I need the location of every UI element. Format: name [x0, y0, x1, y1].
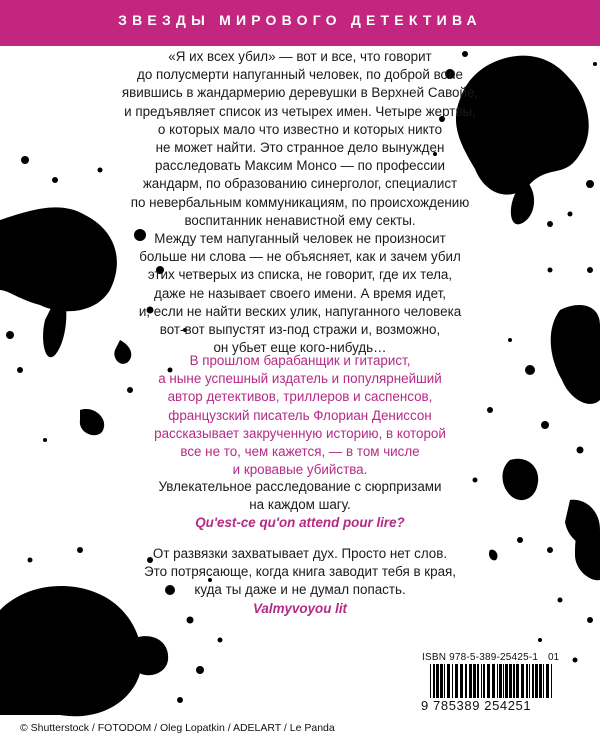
author-bio-line: и кровавые убийства. — [232, 462, 368, 478]
annotation-line: расследовать Максим Монсо — по профессии — [155, 158, 445, 174]
barcode-addon-code: 01 — [548, 652, 560, 663]
barcode-bar — [535, 664, 538, 698]
barcode-bar — [516, 664, 519, 698]
author-bio-line: рассказывает закрученную историю, в которой — [154, 425, 446, 441]
barcode-bar — [433, 664, 435, 698]
review-1 — [120, 478, 480, 533]
barcode-bar — [436, 664, 439, 698]
barcode-bar — [465, 664, 467, 698]
barcode-bar — [532, 664, 534, 698]
annotation-line: воспитанник ненавистной ему секты. — [184, 212, 416, 228]
review-line: Это потрясающе, когда книга заводит тебя в края, — [143, 564, 457, 580]
barcode-digits: 9 785389 254251 — [421, 698, 532, 713]
barcode-bar — [497, 664, 498, 698]
barcode-bar — [487, 664, 490, 698]
annotation-line: больше ни слова — не объясняет, как и зачем убил — [139, 249, 461, 265]
barcode-bar — [546, 664, 549, 698]
review-line: От развязки захватывает дух. Просто нет слов. — [152, 546, 448, 561]
annotation-line: и предъявляет список из четырех имен. Четыре жертвы, — [124, 103, 476, 119]
barcode-bar — [481, 664, 482, 698]
annotation-line: вот-вот выпустят из-под стражи и, возможно, — [159, 322, 441, 338]
barcode-bar — [543, 664, 544, 698]
annotation-line: даже не называет своего имени. А время идет, — [154, 285, 446, 301]
barcode-bar — [447, 664, 450, 698]
annotation — [120, 48, 480, 357]
annotation-line: Между тем напуганный человек не произносит — [154, 231, 446, 247]
barcode-bar — [509, 664, 512, 698]
review-source: Qu'est-ce qu'on attend pour lire? — [195, 515, 405, 531]
barcode-bar — [492, 664, 495, 698]
barcode-bar — [440, 664, 443, 698]
review-line: на каждом шагу. — [249, 497, 351, 513]
author-bio-line: а ныне успешный издатель и популярнейший — [158, 371, 442, 387]
barcode-bar — [526, 664, 528, 698]
author-bio — [120, 352, 480, 479]
annotation-line: о которых мало что известно и которых никто — [157, 121, 443, 137]
barcode-bar — [529, 664, 530, 698]
barcode-bar — [503, 664, 504, 698]
review-source: Valmyvoyou lit — [252, 600, 347, 616]
annotation-line: он убьет еще кого-нибудь… — [213, 340, 387, 356]
series-title: ЗВЕЗДЫ МИРОВОГО ДЕТЕКТИВА — [118, 12, 482, 28]
barcode-bar — [513, 664, 515, 698]
annotation-line: явившись в жандармерию деревушки в Верхней Савойе, — [121, 85, 479, 101]
barcode-bar — [444, 664, 445, 698]
barcode-bar — [505, 664, 508, 698]
barcode-bar — [483, 664, 485, 698]
photo-credits: © Shutterstock / FOTODOM / Oleg Lopatkin / ADELART / Le Panda — [20, 722, 335, 734]
barcode-bar — [539, 664, 542, 698]
barcode-icon — [430, 664, 556, 698]
author-bio-line: все не то, чем кажется, — в том числе — [180, 444, 420, 460]
author-bio-line: автор детективов, триллеров и саспенсов, — [167, 389, 433, 405]
author-bio-line: французский писатель Флориан Дениссон — [168, 407, 432, 423]
annotation-line: «Я их всех убил» — вот и все, что говорит — [168, 49, 432, 64]
isbn-number: ISBN 978-5-389-25425-1 — [422, 652, 539, 663]
barcode-bar — [473, 664, 476, 698]
annotation-line: этих четверых из списка, не говорит, где их тела, — [147, 267, 453, 283]
review-line: куда ты даже и не думал попасть. — [194, 582, 406, 598]
barcode-bar — [499, 664, 502, 698]
annotation-line: до полусмерти напуганный человек, по доброй воле — [137, 67, 463, 83]
annotation-line: по невербальным коммуникациям, по происхождению — [130, 194, 470, 210]
series-banner — [0, 0, 600, 46]
barcode-bar — [455, 664, 458, 698]
barcode-bar — [469, 664, 472, 698]
barcode-bar — [460, 664, 463, 698]
barcode-bar — [521, 664, 524, 698]
annotation-line: жандарм, по образованию синерголог, специалист — [142, 176, 458, 192]
barcode-bar — [430, 664, 431, 698]
author-bio-line: В прошлом барабанщик и гитарист, — [189, 353, 411, 368]
barcode-bar — [452, 664, 453, 698]
review-line: Увлекательное расследование с сюрпризами — [158, 479, 442, 494]
review-2 — [120, 545, 480, 618]
annotation-line: и, если не найти веских улик, напуганного человека — [138, 303, 462, 319]
annotation-line: не может найти. Это странное дело вынужден — [155, 140, 445, 156]
barcode-bar — [477, 664, 479, 698]
barcode-bar — [551, 664, 552, 698]
